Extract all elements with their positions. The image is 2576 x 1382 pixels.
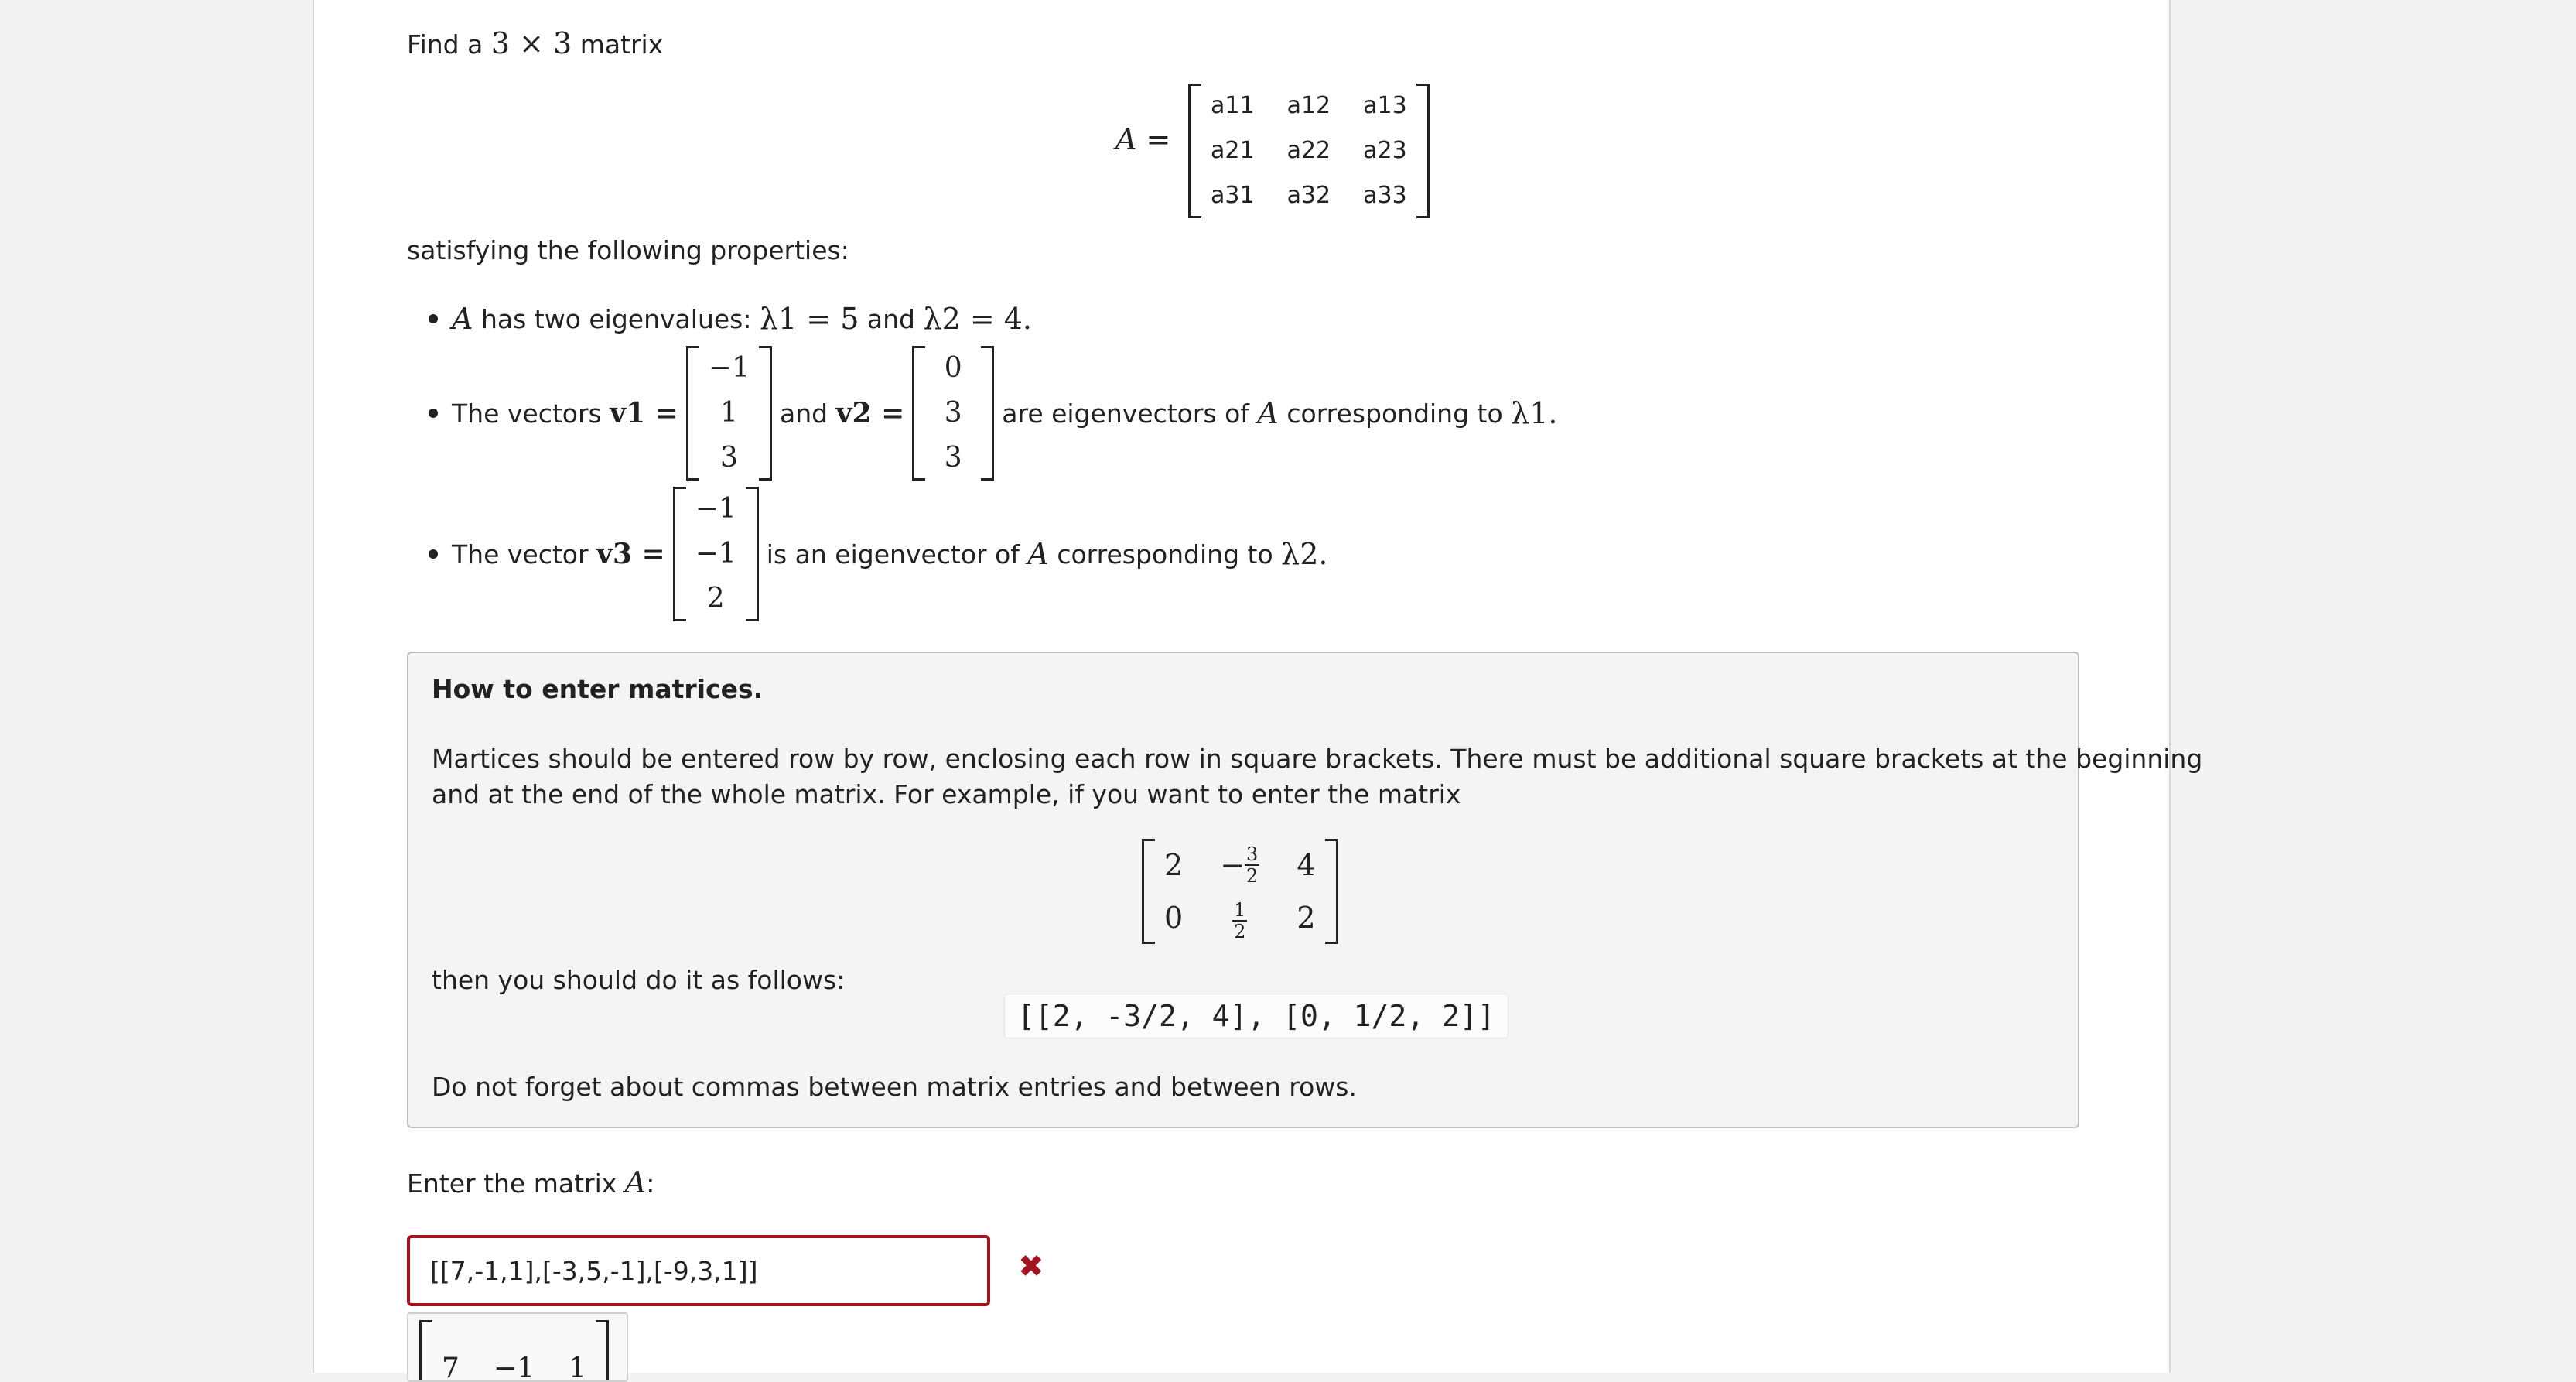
example-r1c3: 4 xyxy=(1297,848,1316,882)
lambda2-ref: λ2. xyxy=(1281,537,1328,571)
denominator: 2 xyxy=(1234,920,1246,942)
corresponding-text: corresponding to xyxy=(1057,539,1273,570)
example-matrix xyxy=(1142,839,1338,944)
a-symbol: A xyxy=(1115,122,1137,156)
var-a: A xyxy=(452,302,473,336)
left-bracket xyxy=(912,346,925,481)
entry-a31: a31 xyxy=(1211,182,1255,209)
preview-r1c3: 1 xyxy=(568,1353,586,1382)
content-card xyxy=(313,0,2203,1382)
intro-line xyxy=(407,25,663,63)
intro-tail: matrix xyxy=(579,29,664,60)
generic-matrix-a xyxy=(1188,84,1430,218)
prompt-var: A xyxy=(624,1165,647,1199)
then-text: then you should do it as follows: xyxy=(432,965,846,995)
example-r1c1: 2 xyxy=(1164,848,1184,882)
v1-label: v1 = xyxy=(610,397,678,429)
bullet-dot xyxy=(429,314,438,323)
lambda1-value: λ1 = 5 xyxy=(759,302,859,336)
var-a: A xyxy=(1027,537,1049,571)
entry-a23: a23 xyxy=(1363,137,1407,164)
vectors-text: The vectors xyxy=(452,398,602,429)
intro-dims: 3 × 3 xyxy=(490,26,572,60)
entry-a12: a12 xyxy=(1286,92,1331,119)
bullet-dot xyxy=(429,409,438,418)
left-bracket xyxy=(686,346,699,481)
preview-matrix xyxy=(419,1320,609,1382)
matrix-entry-help-box xyxy=(407,652,2203,1128)
vector-v3 xyxy=(673,487,759,621)
entry-a22: a22 xyxy=(1286,137,1331,164)
preview-r1c2: −1 xyxy=(493,1353,535,1382)
v2-label: v2 = xyxy=(835,397,905,429)
lambda1-ref: λ1. xyxy=(1511,396,1558,430)
right-bracket xyxy=(981,346,994,481)
intro-text: Find a xyxy=(407,29,483,60)
lambda2-value: λ2 = 4. xyxy=(923,302,1033,336)
v3-label: v3 = xyxy=(596,538,665,570)
and-text: and xyxy=(779,398,828,429)
vector-cells xyxy=(686,487,746,621)
left-bracket xyxy=(419,1320,432,1382)
v1-entry-2: 1 xyxy=(719,397,738,429)
entry-a33: a33 xyxy=(1363,182,1407,209)
v2-entry-2: 3 xyxy=(944,397,962,429)
corresponding-text: corresponding to xyxy=(1286,398,1503,429)
left-bracket xyxy=(1188,84,1201,218)
right-bracket xyxy=(596,1320,609,1382)
vector-v1 xyxy=(686,346,772,481)
example-r2c1: 0 xyxy=(1164,901,1184,935)
a-equals xyxy=(1115,122,1170,156)
example-r2c2 xyxy=(1220,891,1259,944)
v2-entry-3: 3 xyxy=(944,442,962,474)
bullet-eigenvectors-lambda1 xyxy=(429,351,1558,475)
answer-preview xyxy=(407,1312,628,1382)
right-bracket xyxy=(746,487,759,621)
v2-entry-1: 0 xyxy=(944,352,962,384)
v1-entry-3: 3 xyxy=(719,442,738,474)
v3-entry-2: −1 xyxy=(695,538,736,570)
right-bracket xyxy=(1416,84,1430,218)
example-r2c3: 2 xyxy=(1297,901,1316,935)
prompt-text: Enter the matrix xyxy=(407,1168,617,1199)
and-text: and xyxy=(866,303,915,334)
bullet-eigenvalues xyxy=(429,300,1032,337)
bullet-dot xyxy=(429,549,438,559)
answer-input[interactable] xyxy=(407,1235,990,1306)
numerator: 1 xyxy=(1234,898,1246,921)
fraction xyxy=(1232,900,1247,942)
example-cells xyxy=(1155,839,1325,944)
preview-cells xyxy=(432,1346,596,1382)
var-a: A xyxy=(1257,396,1279,430)
help-paragraph-line1: Martices should be entered row by row, enclosing each row in square brackets. There must be additional square brackets at the beginning xyxy=(432,744,2203,774)
vector-v2 xyxy=(912,346,994,481)
help-reminder: Do not forget about commas between matrix entries and between rows. xyxy=(432,1072,1357,1102)
satisfying-text: satisfying the following properties: xyxy=(407,235,849,265)
equals-sign: = xyxy=(1146,122,1171,156)
left-bracket xyxy=(1142,839,1155,944)
fraction xyxy=(1245,844,1259,886)
help-paragraph-line2: and at the end of the whole matrix. For example, if you want to enter the matrix xyxy=(432,779,1461,809)
matrix-cells xyxy=(1201,84,1416,218)
problem-body xyxy=(407,0,2203,1382)
right-bracket xyxy=(1325,839,1338,944)
left-bracket xyxy=(673,487,686,621)
help-title: How to enter matrices. xyxy=(432,674,764,704)
minus-sign: − xyxy=(1220,848,1245,882)
v3-entry-3: 2 xyxy=(706,583,725,614)
bullet-eigenvector-lambda2 xyxy=(429,492,1328,616)
has-eigenvalues-text: has two eigenvalues: xyxy=(480,303,752,334)
v1-entry-1: −1 xyxy=(708,352,750,384)
answer-value: [[7,-1,1],[-3,5,-1],[-9,3,1]] xyxy=(430,1255,758,1286)
vector-text: The vector xyxy=(452,539,589,570)
eigenvectors-text: are eigenvectors of xyxy=(1002,398,1249,429)
entry-a21: a21 xyxy=(1211,137,1255,164)
denominator: 2 xyxy=(1246,865,1259,887)
entry-a32: a32 xyxy=(1286,182,1331,209)
example-code: [[2, -3/2, 4], [0, 1/2, 2]] xyxy=(1004,994,1508,1038)
right-bracket xyxy=(759,346,772,481)
eigenvector-text: is an eigenvector of xyxy=(766,539,1020,570)
entry-a11: a11 xyxy=(1211,92,1255,119)
preview-r1c1: 7 xyxy=(442,1353,460,1382)
numerator: 3 xyxy=(1246,843,1259,865)
v3-entry-1: −1 xyxy=(695,493,736,525)
incorrect-x-icon: ✖ xyxy=(1018,1249,1044,1285)
answer-prompt xyxy=(407,1164,654,1202)
vector-cells xyxy=(925,346,981,481)
entry-a13: a13 xyxy=(1363,92,1407,119)
example-r1c2 xyxy=(1220,839,1259,891)
vector-cells xyxy=(699,346,759,481)
prompt-colon: : xyxy=(646,1168,655,1199)
